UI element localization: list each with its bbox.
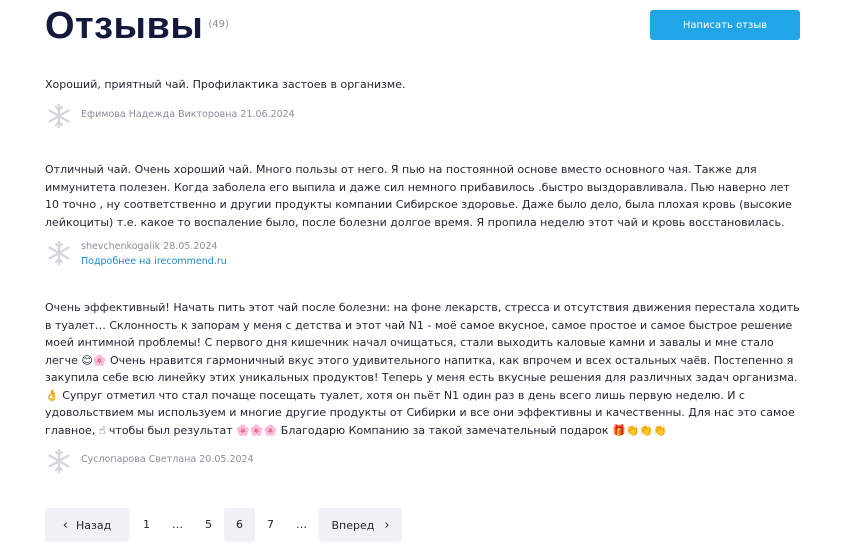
page-6-current[interactable]: 6 xyxy=(224,508,255,542)
next-page-label: Вперед xyxy=(331,518,375,532)
page-1[interactable]: 1 xyxy=(143,518,150,531)
read-more-link[interactable]: Подробнее на irecommend.ru xyxy=(81,256,227,267)
review-item xyxy=(45,299,800,475)
next-page-button[interactable] xyxy=(319,508,402,542)
snowflake-avatar-icon xyxy=(45,239,73,267)
prev-page-label: Назад xyxy=(75,518,112,532)
snowflake-avatar-icon xyxy=(45,102,73,130)
reviews-count: (49) xyxy=(208,19,229,30)
review-meta xyxy=(45,239,800,270)
page-title: Отзывы xyxy=(45,5,204,47)
page-ellipsis: … xyxy=(172,518,183,531)
chevron-left-icon: ‹ xyxy=(62,517,68,533)
review-item xyxy=(45,161,800,270)
pagination xyxy=(45,508,402,542)
snowflake-avatar-icon xyxy=(45,447,73,475)
review-meta xyxy=(45,447,800,475)
reviews-header xyxy=(45,4,229,48)
review-text: Очень эффективный! Начать пить этот чай после болезни: на фоне лекарств, стресса и отсутствия движения перестала ходить в туалет… Склонность к запорам у меня с детства и этот чай N1 - моё самое вкусное, самое простое и самое быстрое решение моей интимной проблемы! С первого дня кишечник начал очищаться, стали выходить каловые камни и завалы и мне стало легче 😊🌸 Очень нравится гармоничный вкус этого удивительного напитка, как впрочем и всех остальных чаёв. Постепенно я закупила себе всю линейку этих уникальных продуктов! Теперь у меня есть вкусные решения для различных задач организма. 👌 Супруг отметил что стал почаще посещать туалет, хотя он пьёт N1 один раз в день всего лишь первую неделю. И с удовольствием мы используем и многие другие продукты от Сибирки и все они эффективны и качественны. Для нас это самое главное, ☝ чтобы был результат 🌸🌸🌸 Благодарю Компанию за такой замечательный подарок 🎁👏👏👏 xyxy=(45,301,800,437)
review-meta xyxy=(45,102,800,130)
review-text: Хороший, приятный чай. Профилактика застоев в организме. xyxy=(45,78,406,91)
review-author-date: Ефимова Надежда Викторовна 21.06.2024 xyxy=(81,108,295,120)
write-review-button[interactable]: Написать отзыв xyxy=(650,10,800,40)
page-7[interactable]: 7 xyxy=(267,518,274,531)
review-text: Отличный чай. Очень хороший чай. Много пользы от него. Я пью на постоянной основе вместо основного чая. Также для иммунитета полезен. Когда заболела его выпила и даже сил немного прибавилось .быстро выздоравливала. Пью наверно лет 10 точно , ну соответственно и другии продукты компании Сибирское здоровье. Даже было дело, была плохая кровь (высокие лейкоциты) т.е. какое то воспаление было, после болезни долгое время. Я пропила неделю этот чай и кровь восстановилась. xyxy=(45,163,792,229)
review-author-date: Суслопарова Светлана 20.05.2024 xyxy=(81,454,254,465)
page-ellipsis: … xyxy=(296,518,307,531)
review-item xyxy=(45,76,800,130)
review-author-date: shevchenkogalik 28.05.2024 xyxy=(81,241,218,252)
prev-page-button[interactable] xyxy=(45,508,129,542)
page-5[interactable]: 5 xyxy=(205,518,212,531)
chevron-right-icon: › xyxy=(384,517,390,533)
